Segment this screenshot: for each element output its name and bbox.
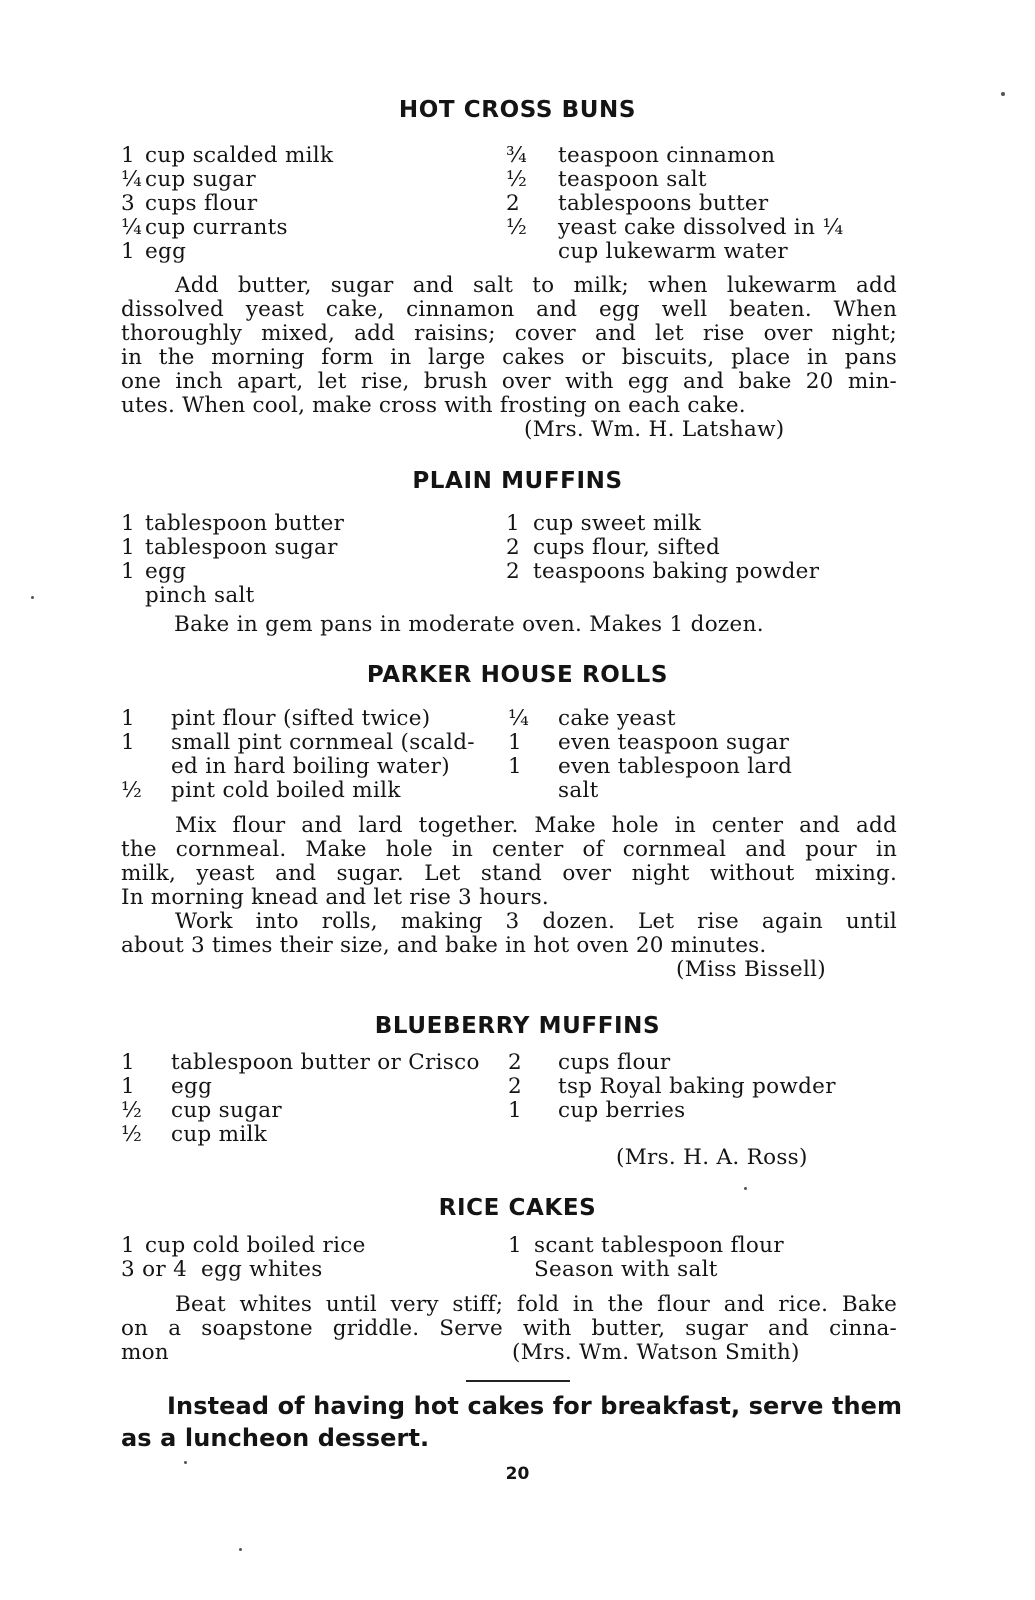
directions-line: milk, yeast and sugar. Let stand over night without mixing. bbox=[121, 861, 897, 886]
directions-line: Work into rolls, making 3 dozen. Let rise again until bbox=[175, 909, 897, 934]
recipe-title-hot-cross-buns: HOT CROSS BUNS bbox=[398, 97, 637, 123]
directions-line: thoroughly mixed, add raisins; cover and let rise over night; bbox=[121, 321, 897, 346]
scan-speck bbox=[239, 1548, 242, 1551]
recipe-title-plain-muffins: PLAIN MUFFINS bbox=[412, 468, 623, 494]
recipe-title-blueberry-muffins: BLUEBERRY MUFFINS bbox=[374, 1013, 661, 1039]
recipe-credit: (Mrs. Wm. H. Latshaw) bbox=[524, 417, 785, 442]
recipe-credit: (Miss Bissell) bbox=[676, 957, 826, 982]
directions-line: on a soapstone griddle. Serve with butter, sugar and cinna- bbox=[121, 1316, 897, 1341]
page-number: 20 bbox=[505, 1464, 530, 1484]
directions-line: dissolved yeast cake, cinnamon and egg well beaten. When bbox=[121, 297, 897, 322]
directions-line: in the morning form in large cakes or biscuits, place in pans bbox=[121, 345, 897, 370]
footer-note-line: as a luncheon dessert. bbox=[121, 1424, 430, 1452]
recipe-credit: (Mrs. Wm. Watson Smith) bbox=[512, 1340, 800, 1365]
directions-line: Beat whites until very stiff; fold in the flour and rice. Bake bbox=[175, 1292, 897, 1317]
directions-line: the cornmeal. Make hole in center of cornmeal and pour in bbox=[121, 837, 897, 862]
directions-line: Mix flour and lard together. Make hole in center and add bbox=[175, 813, 897, 838]
directions-line: one inch apart, let rise, brush over with egg and bake 20 min- bbox=[121, 369, 897, 394]
scan-speck bbox=[31, 596, 34, 599]
directions-line: In morning knead and let rise 3 hours. bbox=[121, 885, 549, 910]
scan-speck bbox=[184, 1461, 187, 1464]
scan-speck bbox=[744, 1187, 747, 1190]
recipe-credit: (Mrs. H. A. Ross) bbox=[616, 1145, 808, 1170]
footer-note-line: Instead of having hot cakes for breakfast, serve them bbox=[167, 1392, 903, 1420]
directions-line: mon bbox=[121, 1340, 169, 1365]
directions-line: Bake in gem pans in moderate oven. Makes 1 dozen. bbox=[174, 612, 764, 637]
directions-line: utes. When cool, make cross with frosting on each cake. bbox=[121, 393, 746, 418]
directions-line: Add butter, sugar and salt to milk; when lukewarm add bbox=[175, 273, 897, 298]
recipe-title-rice-cakes: RICE CAKES bbox=[438, 1195, 597, 1221]
directions-line: about 3 times their size, and bake in hot oven 20 minutes. bbox=[121, 933, 767, 958]
section-divider bbox=[466, 1380, 570, 1382]
cookbook-page: HOT CROSS BUNS 1 cup scalded milk ¼ cup sugar 3 cups flour ¼ cup currants 1 egg ¾ teaspoon cinnamon ½ teaspoon salt 2 tablespoons butter ½ yeast cake dissolved in ¼ cup lukewarm water Add butter, sugar and salt to milk; when lukewarm add dissolved yeast cake, cinnamon and egg well beaten. When thoroughly mixed, add raisins; cover and let rise over night; in the morning form in large cakes or biscuits, place in pans one inch apart, let rise, brush over with egg and bake 20 min- utes. When cool, make cross with frosting on each cake. (Mrs. Wm. H. Latshaw) PLAIN MUFFINS 1 tablespoon butter 1 tablespoon sugar 1 egg pinch salt 1 cup sweet milk 2 cups flour, sifted 2 teaspoons baking powder Bake in gem pans in moderate oven. Makes 1 dozen. PARKER HOUSE ROLLS 1 pint flour (sifted twice) 1 small pint cornmeal (scald- ed in hard boiling water) ½ pint cold boiled milk ¼ cake yeast 1 even teaspoon sugar 1 even tablespoon lard salt Mix flour and lard together. Make hole in center and add the cornmeal. Make hole in center of cornmeal and pour in milk, yeast and sugar. Let stand over night without mixing. In morning knead and let rise 3 hours. Work into rolls, making 3 dozen. Let rise again until about 3 times their size, and bake in hot oven 20 minutes. (Miss Bissell) BLUEBERRY MUFFINS 1 tablespoon butter or Crisco 1 egg ½ cup sugar ½ cup milk 2 cups flour 2 tsp Royal baking powder 1 cup berries (Mrs. H. A. Ross) RICE CAKES 1 cup cold boiled rice 3 or 4 egg whites 1 scant tablespoon flour Season with salt Beat whites until very stiff; fold in the flour and rice. Bake on a soapstone griddle. Serve with butter, sugar and cinna- mon (Mrs. Wm. Watson Smith) Instead of having hot cakes for breakfast, serve them as a luncheon dessert. 20 bbox=[0, 0, 1035, 1600]
scan-speck bbox=[1001, 92, 1005, 96]
recipe-title-parker-house-rolls: PARKER HOUSE ROLLS bbox=[366, 662, 669, 688]
